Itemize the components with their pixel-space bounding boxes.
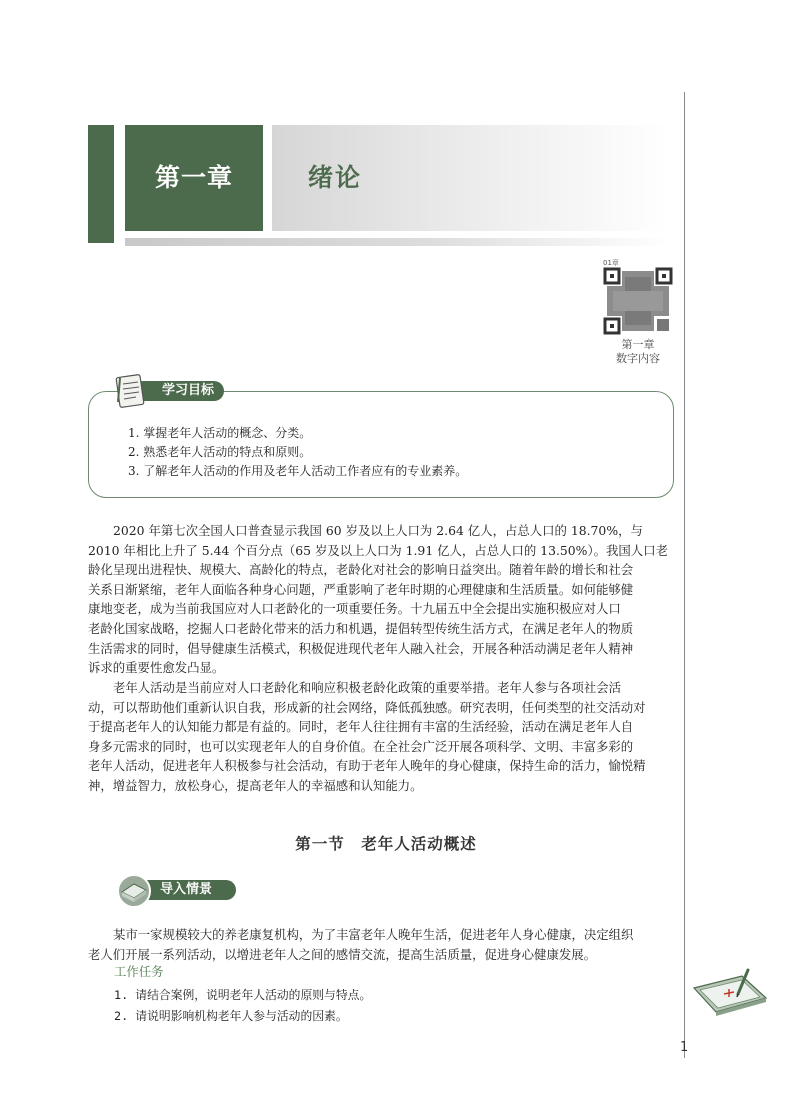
text-line: 关系日渐紧缩，老年人面临各种身心问题，严重影响了老年时期的心理健康和生活质量。如何能够健: [88, 581, 634, 597]
task-item: 1. 请结合案例，说明老年人活动的原则与特点。: [114, 988, 372, 1002]
qr-caption-line2: 数字内容: [616, 352, 660, 365]
text-line: 老年人活动，促进老年人积极参与社会活动，有助于老年人晚年的身心健康，保持生命的活力，愉悦精: [88, 758, 646, 774]
text-line: 老龄化国家战略，挖掘人口老龄化带来的活力和机遇，提倡转型传统生活方式，在满足老年人的物质: [88, 620, 634, 636]
text-line: 身多元需求的同时，也可以实现老年人的自身价值。在全社会广泛开展各项科学、文明、丰富多彩的: [88, 738, 634, 754]
qr-code-icon[interactable]: [603, 267, 673, 335]
intro-paragraph: [88, 925, 672, 964]
text-line: 诉求的重要性愈发凸显。: [88, 660, 225, 676]
notebook-icon: [112, 372, 148, 410]
chapter-title-band: [272, 125, 670, 231]
text-line: 2010 年相比上升了 5.44 个百分点（65 岁及以上人口为 1.91 亿人，占总人口的 13.50%）。我国人口老: [88, 542, 668, 558]
qr-top-label: 01章: [603, 259, 619, 267]
section-title: 第一节 老年人活动概述: [295, 835, 477, 853]
scenario-icon: [114, 874, 154, 908]
clipboard-pen-icon: [690, 968, 770, 1018]
text-line: 老人们开展一系列活动，以增进老年人之间的感情交流，提高生活质量，促进身心健康发展。: [88, 946, 597, 962]
text-line: 康地变老，成为当前我国应对人口老龄化的一项重要任务。十九届五中全会提出实施积极应对人口: [88, 601, 621, 617]
margin-rule: [684, 92, 685, 1058]
chapter-number: 第一章: [154, 163, 233, 192]
objective-item: 3. 了解老年人活动的作用及老年人活动工作者应有的专业素养。: [128, 464, 468, 478]
page-number: 1: [680, 1040, 689, 1055]
text-line: 于提高老年人的认知能力都是有益的。同时，老年人往往拥有丰富的生活经验，活动在满足老年人自: [88, 719, 634, 735]
chapter-title: 绪论: [308, 163, 363, 192]
text-line: 老年人活动是当前应对人口老龄化和响应积极老龄化政策的重要举措。老年人参与各项社会活: [113, 680, 622, 695]
objectives-tab-label: 学习目标: [162, 383, 215, 398]
body-paragraph-1: [88, 521, 672, 678]
intro-tab-label: 导入情景: [160, 882, 213, 897]
task-list: [114, 985, 371, 1027]
text-line: 神，增益智力，放松身心，提高老年人的幸福感和认知能力。: [88, 777, 423, 793]
body-paragraph-2: [88, 678, 672, 796]
chapter-side-bar: [88, 125, 114, 243]
text-line: 生活需求的同时，倡导健康生活模式，积极促进现代老年人融入社会，开展各种活动满足老年人精神: [88, 640, 634, 656]
qr-caption: [598, 338, 678, 366]
task-item: 2. 请说明影响机构老年人参与活动的因素。: [114, 1009, 348, 1023]
objective-item: 2. 熟悉老年人活动的特点和原则。: [128, 445, 312, 459]
qr-caption-line1: 第一章: [621, 338, 655, 351]
task-heading: 工作任务: [114, 964, 164, 979]
chapter-number-box: [125, 125, 263, 231]
objective-item: 1. 掌握老年人活动的概念、分类。: [128, 426, 312, 440]
chapter-underline: [125, 238, 670, 246]
objectives-list: [128, 424, 467, 481]
text-line: 动，可以帮助他们重新认识自我，形成新的社会网络，降低孤独感。研究表明，任何类型的社交活动对: [88, 699, 646, 715]
text-line: 龄化呈现出进程快、规模大、高龄化的特点，老龄化对社会的影响日益突出。随着年龄的增长和社会: [88, 562, 634, 578]
text-line: 某市一家规模较大的养老康复机构，为了丰富老年人晚年生活，促进老年人身心健康，决定组织: [113, 927, 634, 942]
text-line: 2020 年第七次全国人口普查显示我国 60 岁及以上人口为 2.64 亿人，占总人口的 18.70%，与: [113, 523, 643, 538]
